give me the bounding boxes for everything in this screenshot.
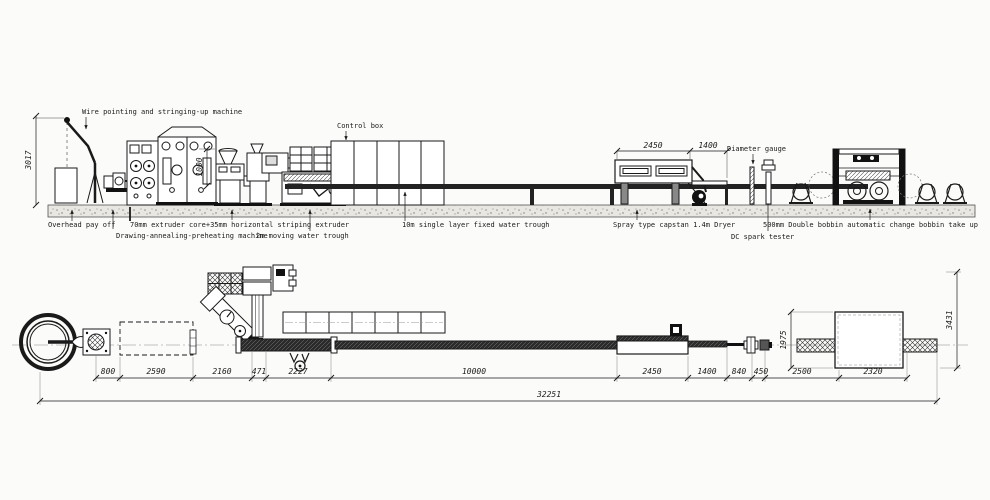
label-take-up: 500mm Double bobbin automatic change bobbin take up: [763, 221, 978, 229]
dim-800: 800: [100, 367, 116, 376]
side-elevation-view: [24, 108, 978, 241]
plan-view: [12, 265, 968, 405]
label-fixed-trough: 10m single layer fixed water trough: [402, 221, 550, 229]
overall-dimension: [37, 353, 940, 405]
fixed-trough-plan: [335, 341, 617, 349]
label-drawing-machine: Drawing-annealing-preheating machine: [116, 232, 268, 240]
label-wire-pointing: Wire pointing and stringing-up machine: [82, 108, 243, 116]
label-capstan-dryer: Spray type capstan 1.4m Dryer: [613, 221, 736, 229]
ground-strip-side: [48, 205, 975, 217]
extruder-70mm: [214, 149, 252, 207]
dim-2450-side-text: 2450: [643, 141, 663, 150]
label-extruder: 70mm extruder core+35mm horizontal striping extruder: [130, 221, 350, 229]
dim-840: 840: [731, 367, 747, 376]
take-up-plan: [797, 312, 937, 368]
dim-1975: 1975: [779, 330, 788, 350]
control-box-cabinets: [331, 141, 444, 205]
dim-2160: 2160: [212, 367, 232, 376]
take-up-machine: [789, 149, 967, 205]
dim-2590: 2590: [146, 367, 166, 376]
diameter-gauge-device: [750, 167, 754, 204]
dim-1400-side-text: 1400: [698, 141, 718, 150]
overhead-payoff-machine: [55, 117, 103, 203]
dim-2500: 2500: [792, 367, 812, 376]
label-spark-tester: DC spark tester: [731, 233, 795, 241]
guide-stand-plan: [190, 330, 196, 354]
dim-3017-text: 3017: [24, 150, 33, 170]
dim-10000: 10000: [461, 367, 487, 376]
dim-1400-plan: 1400: [697, 367, 717, 376]
control-box-plan: [283, 312, 445, 333]
dim-2227: 2227: [288, 367, 308, 376]
plan-dimension-row: [93, 348, 910, 382]
wire-pointing-plan: [83, 329, 110, 355]
dim-2450-plan: 2450: [642, 367, 662, 376]
dim-3431: 3431: [945, 310, 954, 330]
label-diameter-gauge: Diameter gauge: [727, 145, 787, 153]
dryer-and-blower: [692, 181, 727, 206]
dim-471: 471: [251, 367, 267, 376]
label-overhead-pay-off: Overhead pay off: [48, 221, 116, 229]
dim-line-depth: [940, 269, 961, 371]
spark-tester-device: [762, 160, 775, 204]
dim-450: 450: [753, 367, 769, 376]
label-control-box: Control box: [337, 122, 384, 130]
dim-32251: 32251: [536, 390, 562, 399]
moving-trough-plan: [236, 337, 337, 371]
drawing-annealing-machine: [127, 127, 218, 205]
dryer-plan: [688, 341, 753, 347]
drawing-machine-plan: [120, 322, 193, 355]
capstan-plan: [617, 324, 688, 354]
label-moving-trough: 2m moving water trough: [256, 232, 349, 240]
payoff-coil-plan: [21, 315, 92, 369]
dim-2320: 2320: [863, 367, 883, 376]
dim-1000-text: 1000: [195, 157, 204, 177]
spark-tester-plan: [760, 340, 772, 350]
diameter-gauge-plan: [744, 337, 758, 353]
